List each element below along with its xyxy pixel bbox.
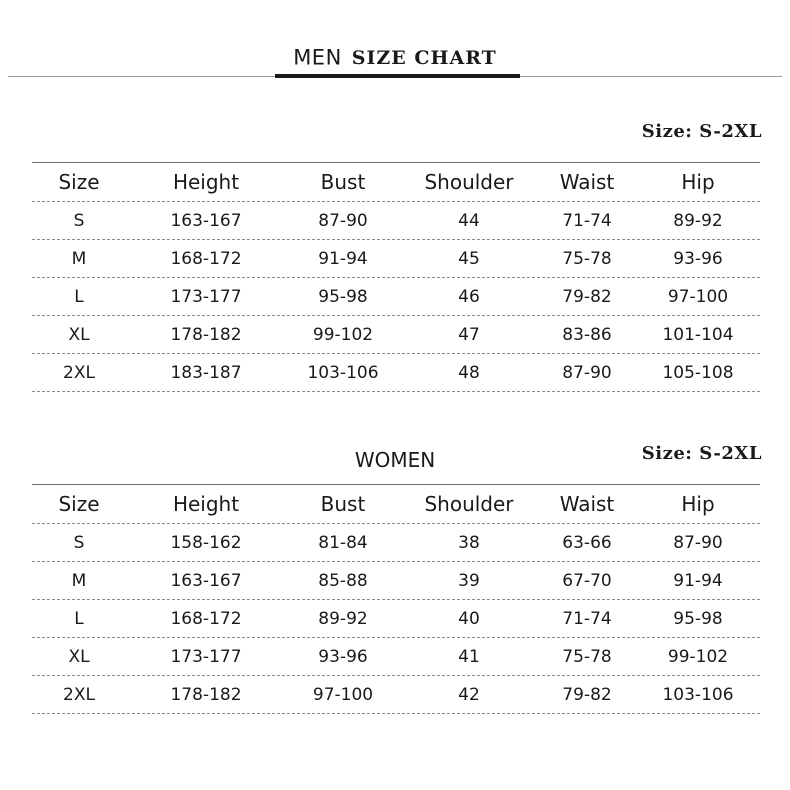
table-row xyxy=(32,524,760,562)
column-header-hip: Hip xyxy=(681,170,715,194)
page-title xyxy=(0,44,790,71)
cell-waist: 87-90 xyxy=(562,362,612,383)
table-row xyxy=(32,202,760,240)
men-heading: MEN xyxy=(293,45,342,70)
cell-height: 173-177 xyxy=(170,646,242,667)
column-header-bust: Bust xyxy=(320,170,366,194)
cell-shoulder: 48 xyxy=(458,362,480,383)
cell-hip: 103-106 xyxy=(662,684,734,705)
cell-shoulder: 47 xyxy=(458,324,480,345)
cell-waist: 83-86 xyxy=(562,324,612,345)
cell-height: 168-172 xyxy=(170,248,242,269)
women-section-title: WOMEN xyxy=(354,448,436,472)
cell-bust: 91-94 xyxy=(318,248,368,269)
cell-bust: 99-102 xyxy=(312,324,374,345)
column-header-hip: Hip xyxy=(681,492,715,516)
cell-bust: 85-88 xyxy=(318,570,368,591)
cell-hip: 91-94 xyxy=(673,570,723,591)
cell-bust: 89-92 xyxy=(318,608,368,629)
men-size-table xyxy=(32,162,760,392)
cell-size: L xyxy=(74,286,84,307)
column-header-bust: Bust xyxy=(320,492,366,516)
cell-hip: 87-90 xyxy=(673,532,723,553)
cell-shoulder: 44 xyxy=(458,210,480,231)
cell-hip: 97-100 xyxy=(667,286,729,307)
men-size-range: Size: S-2XL xyxy=(641,121,762,142)
cell-size: XL xyxy=(68,646,90,667)
cell-shoulder: 39 xyxy=(458,570,480,591)
cell-shoulder: 40 xyxy=(458,608,480,629)
cell-height: 163-167 xyxy=(170,210,242,231)
table-row xyxy=(32,638,760,676)
column-header-size: Size xyxy=(58,492,100,516)
cell-size: 2XL xyxy=(63,684,95,705)
women-size-range: Size: S-2XL xyxy=(641,443,762,464)
cell-bust: 95-98 xyxy=(318,286,368,307)
cell-bust: 97-100 xyxy=(312,684,374,705)
cell-hip: 95-98 xyxy=(673,608,723,629)
table-row xyxy=(32,278,760,316)
cell-size: 2XL xyxy=(63,362,95,383)
header-underline xyxy=(275,74,520,78)
cell-height: 168-172 xyxy=(170,608,242,629)
cell-size: M xyxy=(71,248,87,269)
page-header xyxy=(0,0,790,100)
table-row xyxy=(32,354,760,392)
cell-shoulder: 38 xyxy=(458,532,480,553)
column-header-waist: Waist xyxy=(559,492,615,516)
cell-bust: 81-84 xyxy=(318,532,368,553)
cell-bust: 103-106 xyxy=(307,362,379,383)
cell-waist: 63-66 xyxy=(562,532,612,553)
cell-size: S xyxy=(73,210,85,231)
cell-height: 178-182 xyxy=(170,684,242,705)
column-header-shoulder: Shoulder xyxy=(424,170,514,194)
cell-hip: 89-92 xyxy=(673,210,723,231)
cell-hip: 93-96 xyxy=(673,248,723,269)
cell-height: 178-182 xyxy=(170,324,242,345)
size-chart-heading: SIZE CHART xyxy=(351,46,497,69)
table-header-row xyxy=(32,485,760,524)
column-header-height: Height xyxy=(172,492,240,516)
cell-waist: 75-78 xyxy=(562,646,612,667)
cell-size: M xyxy=(71,570,87,591)
cell-size: L xyxy=(74,608,84,629)
cell-height: 173-177 xyxy=(170,286,242,307)
cell-size: XL xyxy=(68,324,90,345)
table-row xyxy=(32,600,760,638)
table-row xyxy=(32,562,760,600)
cell-waist: 71-74 xyxy=(562,210,612,231)
column-header-waist: Waist xyxy=(559,170,615,194)
women-size-table xyxy=(32,484,760,714)
table-header-row xyxy=(32,163,760,202)
table-row xyxy=(32,676,760,714)
cell-hip: 101-104 xyxy=(662,324,734,345)
cell-bust: 87-90 xyxy=(318,210,368,231)
cell-waist: 67-70 xyxy=(562,570,612,591)
column-header-shoulder: Shoulder xyxy=(424,492,514,516)
table-row xyxy=(32,240,760,278)
table-row xyxy=(32,316,760,354)
cell-height: 183-187 xyxy=(170,362,242,383)
cell-height: 163-167 xyxy=(170,570,242,591)
cell-hip: 99-102 xyxy=(667,646,729,667)
cell-shoulder: 42 xyxy=(458,684,480,705)
cell-waist: 71-74 xyxy=(562,608,612,629)
cell-hip: 105-108 xyxy=(662,362,734,383)
column-header-size: Size xyxy=(58,170,100,194)
cell-waist: 79-82 xyxy=(562,286,612,307)
cell-height: 158-162 xyxy=(170,532,242,553)
cell-size: S xyxy=(73,532,85,553)
cell-waist: 75-78 xyxy=(562,248,612,269)
cell-shoulder: 45 xyxy=(458,248,480,269)
cell-shoulder: 46 xyxy=(458,286,480,307)
cell-shoulder: 41 xyxy=(458,646,480,667)
cell-bust: 93-96 xyxy=(318,646,368,667)
cell-waist: 79-82 xyxy=(562,684,612,705)
column-header-height: Height xyxy=(172,170,240,194)
